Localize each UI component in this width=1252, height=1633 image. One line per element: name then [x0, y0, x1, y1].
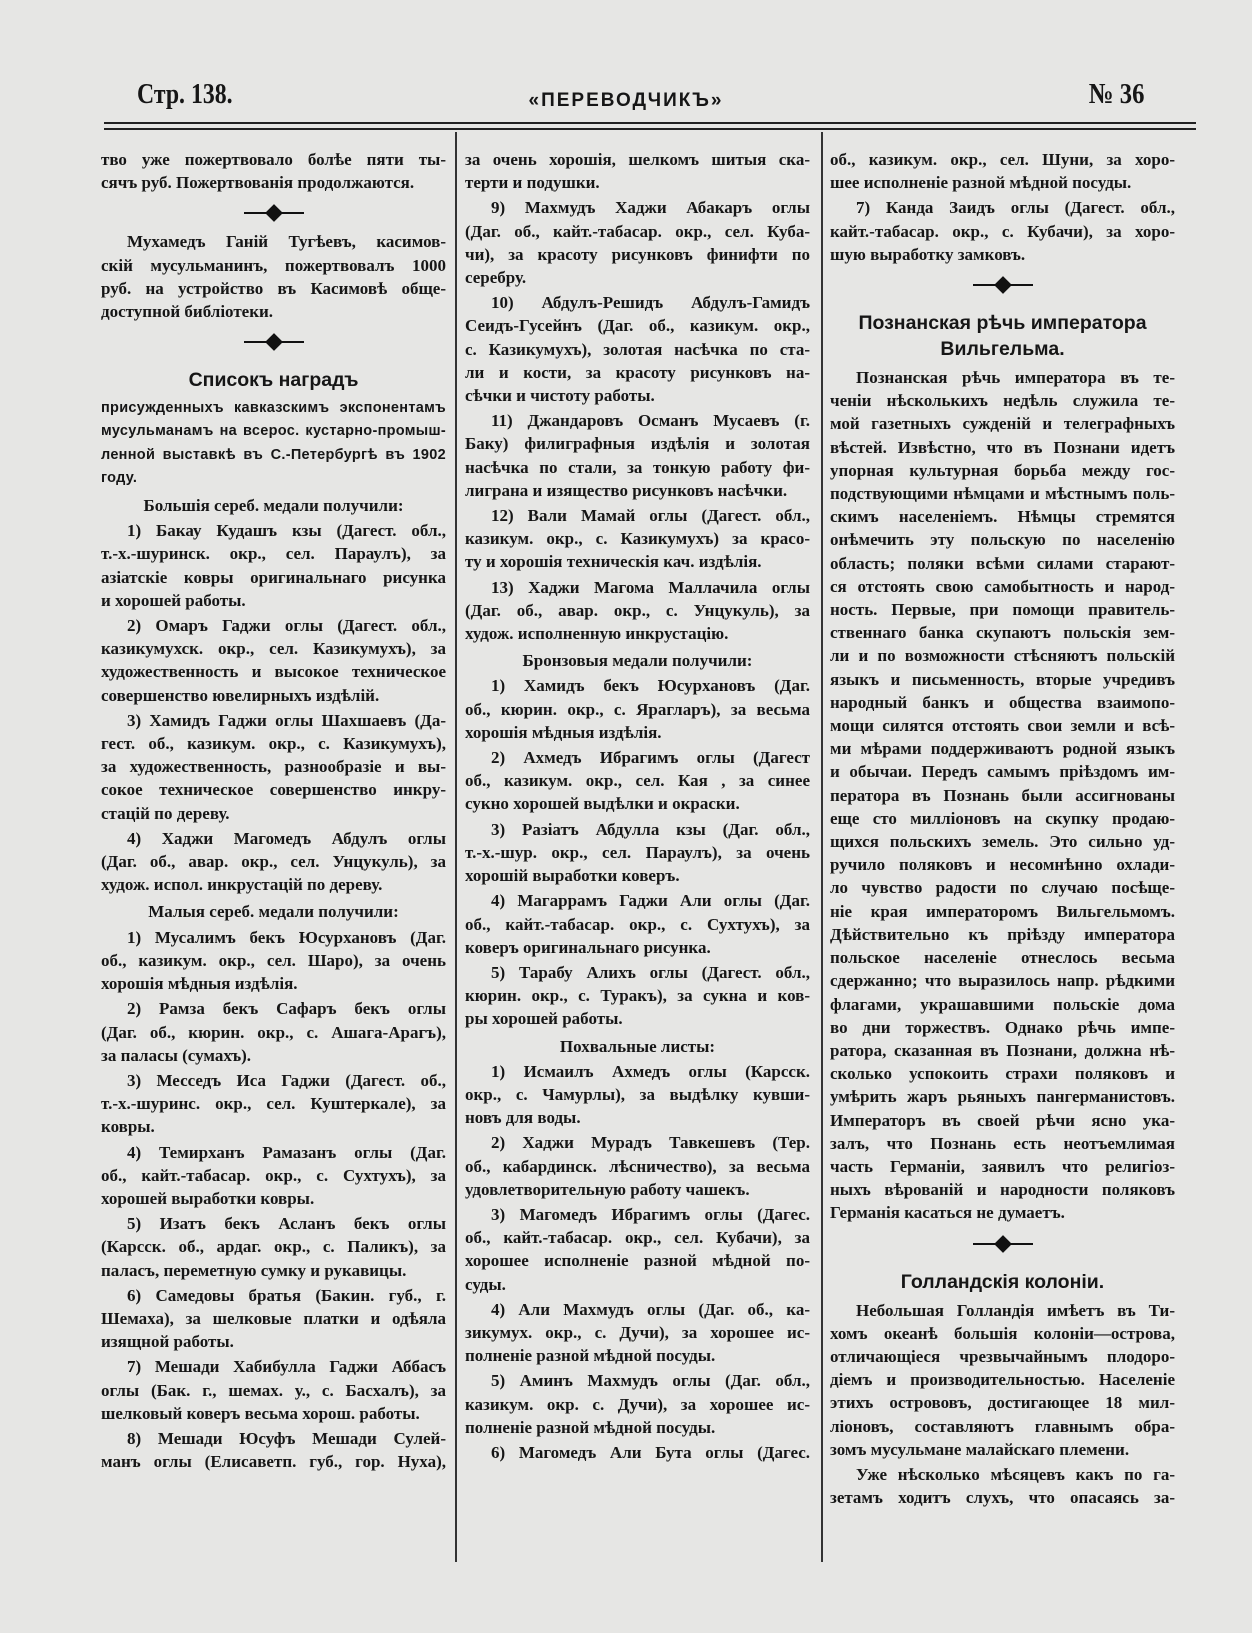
text-line: ленной выставкѣ въ С.-Петербургѣ въ 1902 [101, 446, 446, 463]
text-line: залъ, что Познань есть неотъемлимая [830, 1133, 1175, 1153]
text-line: Сеидъ-Гусейнъ (Даг. об., казикум. окр., [465, 316, 810, 336]
paragraph [465, 746, 810, 816]
text-line: область; поляки всѣми силами старают- [830, 553, 1175, 573]
ornament-separator [101, 325, 446, 359]
text-line: шелковый коверъ весьма хорош. работы. [101, 1403, 420, 1423]
text-line: 1) Мусалимъ бекъ Юсурхановъ (Даг. [127, 927, 446, 947]
text-line: 8) Мешади Юсуфъ Мешади Сулей- [127, 1428, 446, 1448]
text-line: сокое техническое совершенство инкру- [101, 780, 446, 800]
paragraph [465, 1298, 810, 1368]
text-line: 4) Хаджи Магомедъ Абдулъ оглы [127, 828, 446, 848]
text-line: Списокъ наградъ [188, 369, 359, 392]
text-line: 9) Махмудъ Хаджи Абакаръ оглы [491, 198, 810, 218]
text-line: ственнаго банка скупаютъ польскія зем- [830, 623, 1175, 643]
issue-number: № 36 [1088, 78, 1144, 110]
text-line: тво уже пожертвовало болѣе пяти ты- [101, 150, 446, 169]
text-line: году. [101, 469, 138, 486]
text-line: 7) Канда Заидъ оглы (Дагест. обл., [856, 198, 1175, 218]
paragraph [101, 1427, 446, 1473]
text-line: діемъ и производительностью. Населеніе [830, 1370, 1175, 1390]
paragraph [465, 889, 810, 959]
text-line: Голландскія колоніи. [900, 1270, 1105, 1293]
text-line: Шемаха), за шелковые платки и одѣяла [101, 1308, 446, 1328]
text-line: Дѣйствительно къ пріѣзду императора [830, 924, 1175, 944]
text-line: т.-х.-шуринс. окр., сел. Куштеркале), за [101, 1094, 446, 1114]
ornament-separator [101, 196, 446, 230]
text-line: ратора, сказанная въ Познани, должна нѣ- [830, 1040, 1175, 1060]
text-line: терти и подушки. [465, 173, 600, 193]
text-line: казикум. окр., с. Казикумухъ) за красо- [465, 529, 810, 549]
article-heading [830, 310, 1175, 362]
text-line: за очень хорошія, шелкомъ шитыя ска- [465, 150, 810, 169]
paragraph [465, 1060, 810, 1130]
text-line: мой газетныхъ сужденій и телеграфныхъ [830, 414, 1175, 434]
text-line: сукно хорошей выдѣлки и окраски. [465, 794, 740, 814]
text-line: (Карсск. об., ардаг. окр., с. Паликъ), за [101, 1237, 446, 1257]
text-line: новъ для воды. [465, 1108, 581, 1128]
paragraph [465, 1441, 810, 1464]
text-line: 3) Магомедъ Ибрагимъ оглы (Дагес. [491, 1204, 810, 1224]
text-line: 3) Разіатъ Абдулла кзы (Даг. обл., [491, 819, 810, 839]
text-line: об., казикум. окр., сел. Шаро), за очень [101, 950, 446, 970]
text-line: еще сто милліоновъ на скупку продаю- [830, 808, 1175, 828]
paragraph [101, 1355, 446, 1425]
text-line: об., кайт.-табасар. окр., с. Сухтухъ), за [101, 1165, 446, 1185]
text-line: за художественность, разнообразіе и вы- [101, 757, 446, 777]
text-line: ность. Первые, при помощи правитель- [830, 600, 1175, 620]
newspaper-title: «ПЕРЕВОДЧИКЪ» [528, 90, 724, 111]
text-line: за паласы (сумахъ). [101, 1045, 252, 1065]
text-line: Познанская рѣчь императора въ те- [856, 368, 1175, 388]
text-line: об., кабардинск. лѣсничество), за весьма [465, 1156, 810, 1176]
text-line: Императоръ въ своей рѣчи ясно ука- [830, 1110, 1175, 1130]
paragraph [465, 674, 810, 744]
text-line: вѣстей. Извѣстно, что въ Познани идетъ [830, 437, 1175, 457]
heading-subtitle [101, 397, 446, 490]
text-line: Баку) филиграфныя издѣлія и золотая [465, 434, 810, 454]
text-line: окр., с. Чамурлы), за выдѣлку кувши- [465, 1084, 810, 1104]
section-subheading [465, 1035, 810, 1058]
text-line: мусульманамъ на всерос. кустарно-промыш- [101, 423, 446, 440]
column-3 [830, 148, 1175, 1511]
text-line: 2) Хаджи Мурадъ Тавкешевъ (Тер. [491, 1133, 810, 1153]
text-line: онѣмечить эту польскую по населенію [830, 530, 1175, 550]
paragraph [101, 926, 446, 996]
text-line: во дни торжествъ. Однако рѣчь импе- [830, 1017, 1175, 1037]
text-line: 7) Мешади Хабибулла Гаджи Аббасъ [127, 1357, 446, 1377]
article-heading [830, 1269, 1175, 1295]
text-line: хорошій выработки коверъ. [465, 866, 680, 886]
text-line: сколько успокоить страхи поляковъ и [830, 1064, 1175, 1084]
paragraph [830, 1299, 1175, 1461]
text-line: 4) Али Махмудъ оглы (Даг. об., ка- [491, 1299, 810, 1319]
text-line: ры хорошей работы. [465, 1009, 623, 1029]
text-line: мощи силятся отстоять свои земли и всѣ- [830, 716, 1175, 736]
text-line: чи), за красоту рисунковъ финифти по [465, 244, 810, 264]
text-line: Большія сереб. медали получили: [143, 496, 404, 516]
paragraph [101, 827, 446, 897]
text-line: коверъ оригинальнаго рисунка. [465, 937, 711, 957]
paragraph [465, 576, 810, 646]
text-line: ся отстоять свою самобытность и народ- [830, 576, 1175, 596]
text-line: шее исполненіе разной мѣдной посуды. [830, 173, 1132, 193]
text-line: суды. [465, 1274, 506, 1294]
ornament-separator [830, 1227, 1175, 1261]
paragraph [465, 1203, 810, 1296]
text-line: об., казикум. окр., сел. Шуни, за хоро- [830, 150, 1175, 169]
text-line: манъ оглы (Елисаветп. губ., гор. Нуха), [101, 1452, 446, 1472]
text-line: упорная культурная борьба между гос- [830, 460, 1175, 480]
text-line: (Даг. об., авар. окр., сел. Унцукуль), за [101, 852, 446, 872]
ornament-separator [830, 268, 1175, 302]
text-line: худож. испол. инкрустацій по дереву. [101, 875, 383, 895]
text-line: ніе края императоромъ Вильгельмомъ. [830, 901, 1175, 921]
text-line: об., кайт.-табасар. окр., сел. Кубачи), за [465, 1228, 810, 1248]
text-line: Мухамедъ Ганій Тугѣевъ, касимов- [127, 232, 446, 252]
text-line: Бронзовыя медали получили: [522, 651, 753, 671]
text-line: 1) Исмаилъ Ахмедъ оглы (Карсск. [491, 1061, 810, 1081]
text-line: азіатскіе ковры оригинальнаго рисунка [101, 567, 446, 587]
text-line: ми мѣрами поддерживаютъ родной языкъ [830, 739, 1175, 759]
article-heading [101, 367, 446, 393]
text-line: совершенство ювелирныхъ издѣлій. [101, 685, 380, 705]
section-subheading [101, 900, 446, 923]
text-line: полненіе разной мѣдной посуды. [465, 1346, 716, 1366]
text-line: казикумухск. окр., сел. Казикумухъ), за [101, 639, 446, 659]
text-line: подствующими нѣмцами и мѣстнымъ поль- [830, 484, 1175, 504]
text-line: 2) Ахмедъ Ибрагимъ оглы (Дагест [491, 748, 810, 768]
page-number: Стр. 138. [137, 78, 233, 110]
text-line: сѣчки и чистоту работы. [465, 386, 655, 406]
text-line: ручило поляковъ и несомнѣнно охлади- [830, 855, 1175, 875]
text-line: языкъ и письменность, вторые учредивъ [830, 669, 1175, 689]
text-line: т.-х.-шуринск. окр., сел. Параулъ), за [101, 544, 446, 564]
text-line: и обычаи. Передъ самымъ пріѣздомъ им- [830, 762, 1175, 782]
text-line: кюрин. окр., с. Туракъ), за сукна и ков- [465, 986, 810, 1006]
text-line: этихъ острововъ, достигающее 18 мил- [830, 1393, 1175, 1413]
text-line: художественность и высокое техническое [101, 662, 446, 682]
text-line: хомъ океанѣ большія колоніи—острова, [830, 1323, 1175, 1343]
paragraph [465, 196, 810, 289]
paragraph [101, 230, 446, 323]
text-line: ныхъ вѣрованій и народности поляковъ [830, 1180, 1175, 1200]
text-line: (Даг. об., кюрин. окр., с. Ашага-Арагъ), [101, 1022, 446, 1042]
paragraph [465, 961, 810, 1031]
text-line: полненіе разной мѣдной посуды. [465, 1417, 716, 1437]
text-line: Вильгельма. [940, 338, 1065, 361]
section-subheading [101, 494, 446, 517]
text-line: ковры. [101, 1117, 155, 1137]
text-line: изящной работы. [101, 1332, 234, 1352]
text-line: умѣрить жаръ рьяныхъ пангерманистовъ. [830, 1087, 1175, 1107]
paragraph [101, 1212, 446, 1282]
text-line: польское населеніе отнеслось весьма [830, 948, 1175, 968]
text-line: казикум. окр. с. Дучи), за хорошее ис- [465, 1394, 810, 1414]
paragraph [465, 291, 810, 407]
text-line: руб. на устройство въ Касимовѣ обще- [101, 278, 446, 298]
text-line: скій мусульманинъ, пожертвовалъ 1000 [101, 255, 446, 275]
text-line: хорошія мѣдныя издѣлія. [465, 722, 662, 742]
column-1 [101, 148, 446, 1475]
text-line: шую выработку замковъ. [830, 244, 1026, 264]
text-line: худож. исполненную инкрустацію. [465, 624, 729, 644]
text-line: зикумух. окр., с. Дучи), за хорошее ис- [465, 1322, 810, 1342]
paragraph [465, 1131, 810, 1201]
text-line: 6) Самедовы братья (Бакин. губ., г. [127, 1285, 446, 1305]
text-line: 2) Омаръ Гаджи оглы (Дагест. обл., [127, 616, 446, 636]
text-line: с. Казикумухъ), золотая насѣчка по ста- [465, 339, 810, 359]
text-line: ченіи нѣсколькихъ недѣль служила те- [830, 391, 1175, 411]
text-line: 4) Магаррамъ Гаджи Али оглы (Даг. [491, 891, 810, 911]
paragraph [101, 519, 446, 612]
text-line: 12) Вали Мамай оглы (Дагест. обл., [491, 506, 810, 526]
text-line: ліоновъ, составляютъ главнымъ обра- [830, 1416, 1175, 1436]
paragraph [101, 148, 446, 194]
text-line: 5) Тарабу Алихъ оглы (Дагест. обл., [491, 962, 810, 982]
text-line: 6) Магомедъ Али Бута оглы (Дагес. [491, 1442, 810, 1462]
text-line: ператора въ Познань были ассигнованы [830, 785, 1175, 805]
text-line: 5) Изатъ бекъ Асланъ бекъ оглы [127, 1214, 446, 1234]
column-2 [465, 148, 810, 1466]
paragraph [830, 148, 1175, 194]
text-line: флагами, украшавшими польскіе дома [830, 994, 1175, 1014]
text-line: Малыя сереб. медали получили: [148, 902, 399, 922]
header-rule-top [104, 122, 1196, 124]
paragraph [465, 409, 810, 502]
paragraph [465, 818, 810, 888]
text-line: народный банкъ и общества взаимопо- [830, 692, 1175, 712]
text-line: об., кайт.-табасар. окр., с. Сухтухъ), за [465, 914, 810, 934]
text-line: 3) Месседъ Иса Гаджи (Дагест. об., [127, 1070, 446, 1090]
text-line: ло чувство радости по случаю посѣще- [830, 878, 1175, 898]
text-line: зомъ мусульмане малайскаго племени. [830, 1439, 1130, 1459]
text-line: 3) Хамидъ Гаджи оглы Шахшаевъ (Да- [127, 710, 446, 730]
text-line: и хорошей работы. [101, 590, 246, 610]
text-line: удовлетворительную работу чашекъ. [465, 1179, 750, 1199]
paragraph [830, 1463, 1175, 1509]
paragraph [830, 366, 1175, 1225]
text-line: серебру. [465, 268, 527, 288]
text-line: 11) Джандаровъ Османъ Мусаевъ (г. [491, 411, 810, 431]
text-line: присужденныхъ кавказскимъ экспонентамъ [101, 400, 446, 417]
text-line: (Даг. об., авар. окр., с. Унцукуль), за [465, 600, 810, 620]
text-line: насѣчка по стали, за тонкую работу фи- [465, 457, 810, 477]
paragraph [830, 196, 1175, 266]
column-divider [821, 132, 823, 1562]
paragraph [465, 148, 810, 194]
text-line: об., казикум. окр., сел. Кая , за синее [465, 771, 810, 791]
column-divider [455, 132, 457, 1562]
text-line: скимъ населеніемъ. Нѣмцы стремятся [830, 507, 1175, 527]
paragraph [101, 997, 446, 1067]
paragraph [101, 1141, 446, 1211]
text-line: 1) Хамидъ бекъ Юсурхановъ (Даг. [491, 676, 810, 696]
text-line: ту и хорошія техническія кач. издѣлія. [465, 552, 762, 572]
text-line: хорошее исполненіе разной мѣдной по- [465, 1251, 810, 1271]
text-line: 5) Аминъ Махмудъ оглы (Даг. обл., [491, 1371, 810, 1391]
text-line: Небольшая Голландія имѣетъ въ Ти- [856, 1300, 1175, 1320]
paragraph [101, 1069, 446, 1139]
text-line: об., кюрин. окр., с. Ярагларъ), за весьма [465, 699, 810, 719]
text-line: сдержанно; что выразилось напр. рѣдкими [830, 971, 1175, 991]
paragraph [101, 1284, 446, 1354]
text-line: отличающіеся чрезвычайнымъ плодоро- [830, 1346, 1175, 1366]
text-line: 4) Темирханъ Рамазанъ оглы (Даг. [127, 1142, 446, 1162]
text-line: Германія касаться не думаетъ. [830, 1203, 1065, 1223]
text-line: кайт.-табасар. окр., с. Кубачи), за хоро- [830, 221, 1175, 241]
text-line: стацій по дереву. [101, 803, 230, 823]
text-line: ли и по возможности стѣсняютъ польскій [830, 646, 1175, 666]
text-line: 13) Хаджи Магома Маллачила оглы [491, 577, 810, 597]
text-line: гест. об., казикум. окр., с. Казикумухъ), [101, 734, 446, 754]
text-line: ли и кости, за красоту рисунковъ на- [465, 362, 810, 382]
paragraph [101, 614, 446, 707]
text-line: щихся польскихъ земель. Это сильно уд- [830, 832, 1175, 852]
text-line: Уже нѣсколько мѣсяцевъ какъ по га- [856, 1464, 1175, 1484]
text-line: 2) Рамза бекъ Сафаръ бекъ оглы [127, 999, 446, 1019]
text-line: хорошей выработки ковры. [101, 1188, 315, 1208]
text-line: Похвальные листы: [559, 1036, 716, 1056]
text-line: зетамъ ходитъ слухъ, что опасаясь за- [830, 1488, 1175, 1508]
text-line: т.-х.-шур. окр., сел. Параулъ), за очень [465, 842, 810, 862]
text-line: сячъ руб. Пожертвованія продолжаются. [101, 173, 415, 193]
text-line: лиграна и изящество рисунковъ насѣчки. [465, 480, 788, 500]
paragraph [465, 1369, 810, 1439]
text-line: паласъ, переметную сумку и рукавицы. [101, 1260, 407, 1280]
text-line: оглы (Бак. г., шемах. у., с. Басхалъ), за [101, 1380, 446, 1400]
text-line: доступной библіотеки. [101, 302, 274, 322]
text-line: Познанская рѣчь императора [858, 312, 1147, 335]
section-subheading [465, 649, 810, 672]
text-line: 1) Бакау Кудашъ кзы (Дагест. обл., [127, 521, 446, 541]
header-rule-bottom [104, 128, 1196, 130]
text-line: часть Германіи, заявилъ что религіоз- [830, 1156, 1175, 1176]
paragraph [101, 709, 446, 825]
paragraph [465, 504, 810, 574]
text-line: 10) Абдулъ-Решидъ Абдулъ-Гамидъ [491, 293, 810, 313]
text-line: хорошія мѣдныя издѣлія. [101, 974, 298, 994]
text-line: (Даг. об., кайт.-табасар. окр., сел. Куба- [465, 221, 810, 241]
